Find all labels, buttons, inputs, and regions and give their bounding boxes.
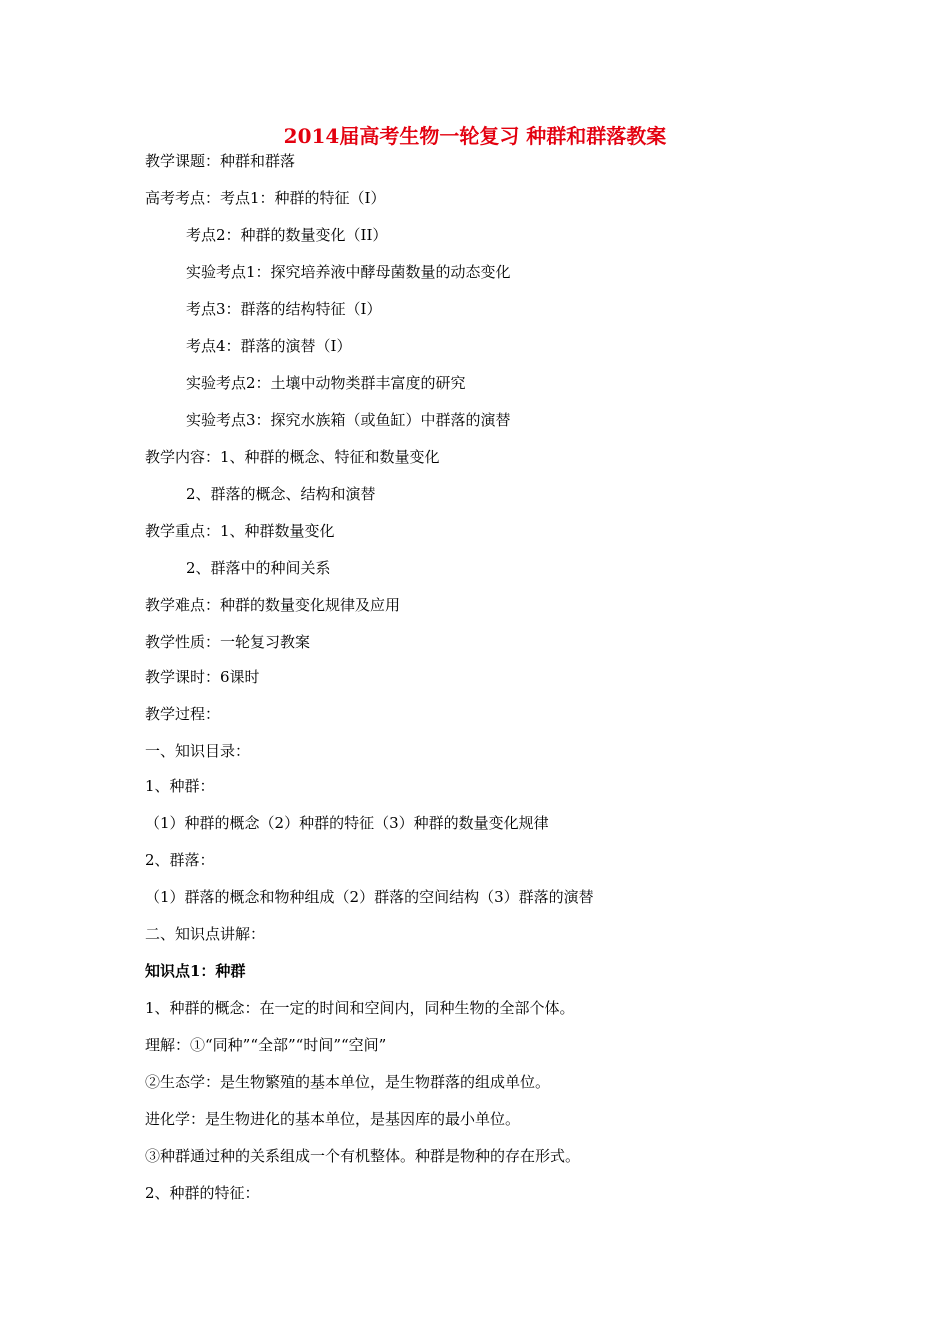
text-line-organic-whole: ③种群通过种的关系组成一个有机整体。种群是物种的存在形式。 <box>145 1147 581 1165</box>
text-line-understanding: 理解：①“同种”“全部”“时间”“空间” <box>145 1036 387 1054</box>
text-line-community-heading: 2、群落： <box>145 851 215 869</box>
text-line-process: 教学过程： <box>145 705 221 723</box>
text-line-section-1: 一、知识目录： <box>145 742 251 760</box>
text-line-content: 教学内容：1、种群的概念、特征和数量变化 <box>145 448 440 466</box>
text-line-exam-points: 高考考点：考点1：种群的特征（I） <box>145 189 386 207</box>
text-line-difficulties: 教学难点：种群的数量变化规律及应用 <box>145 596 401 614</box>
text-line-section-2: 二、知识点讲解： <box>145 925 266 943</box>
text-line-ecology: ②生态学：是生物繁殖的基本单位，是生物群落的组成单位。 <box>145 1073 551 1091</box>
text-line-exam-point-4: 考点4：群落的演替（I） <box>186 337 352 355</box>
text-line-experiment-1: 实验考点1：探究培养液中酵母菌数量的动态变化 <box>186 263 511 281</box>
text-line-population-features: 2、种群的特征： <box>145 1184 260 1202</box>
text-line-knowledge-point-1: 知识点1：种群 <box>145 962 246 980</box>
document-title: 2014届高考生物一轮复习 种群和群落教案 <box>283 124 667 148</box>
text-line-topic: 教学课题：种群和群落 <box>145 152 296 170</box>
text-line-community-items: （1）群落的概念和物种组成（2）群落的空间结构（3）群落的演替 <box>145 888 594 906</box>
text-line-population-items: （1）种群的概念（2）种群的特征（3）种群的数量变化规律 <box>145 814 549 832</box>
text-line-exam-point-2: 考点2：种群的数量变化（II） <box>186 226 388 244</box>
text-line-experiment-2: 实验考点2：土壤中动物类群丰富度的研究 <box>186 374 466 392</box>
text-line-content-2: 2、群落的概念、结构和演替 <box>186 485 376 503</box>
text-line-population-concept: 1、种群的概念：在一定的时间和空间内，同种生物的全部个体。 <box>145 999 575 1017</box>
text-line-key-points-2: 2、群落中的种间关系 <box>186 559 331 577</box>
text-line-experiment-3: 实验考点3：探究水族箱（或鱼缸）中群落的演替 <box>186 411 511 429</box>
text-line-exam-point-3: 考点3：群落的结构特征（I） <box>186 300 382 318</box>
text-line-key-points: 教学重点：1、种群数量变化 <box>145 522 335 540</box>
text-line-evolution: 进化学：是生物进化的基本单位，是基因库的最小单位。 <box>145 1110 521 1128</box>
text-line-nature: 教学性质：一轮复习教案 <box>145 633 311 651</box>
text-line-population-heading: 1、种群： <box>145 777 215 795</box>
text-line-hours: 教学课时：6课时 <box>145 668 260 686</box>
